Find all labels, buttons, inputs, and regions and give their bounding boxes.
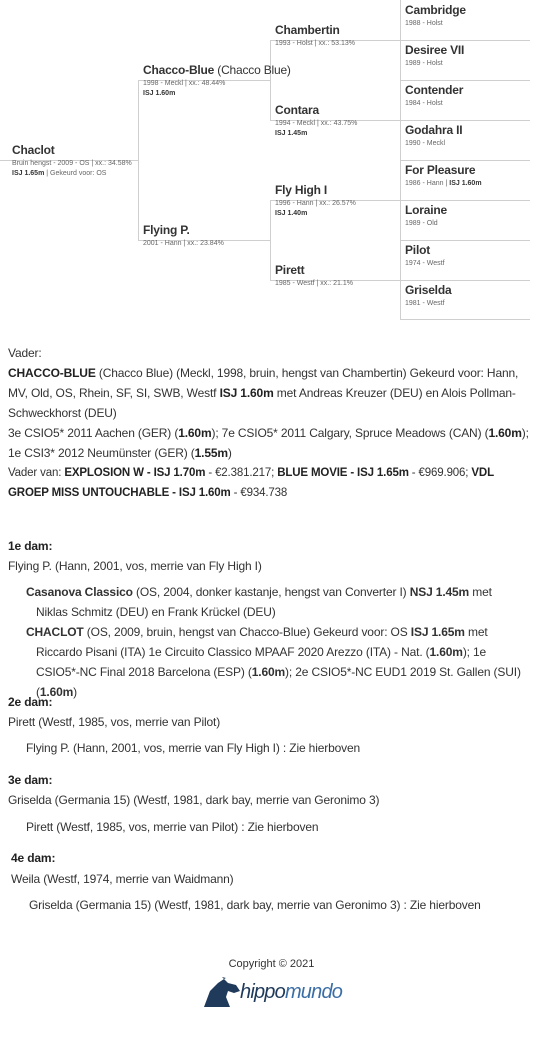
result-text: ); 1e CSI3* 2012 Neumünster (GER) (: [8, 426, 529, 460]
dam1-offspring-1: [26, 582, 516, 622]
dam4-description: Weila (Westf, 1974, merrie van Waidmann): [11, 872, 234, 886]
sire-name[interactable]: CHACCO-BLUE: [8, 366, 96, 380]
pedigree-g3-2[interactable]: [405, 43, 464, 69]
offspring-name[interactable]: CHACLOT: [26, 625, 84, 639]
horse-isj: ISJ 1.45m: [275, 130, 308, 137]
sire-desc-text: (Chacco Blue) (Meckl, 1998, bruin, hengst van Chambertin) Gekeurd voor: Hann, MV, Old, OS, Rhein, SF, SI, SWB, Westf: [8, 366, 519, 400]
hippomundo-logo[interactable]: [200, 975, 350, 1009]
offspring-desc: (OS, 2004, donker kastanje, hengst van Converter I): [132, 585, 410, 599]
horse-name[interactable]: Fly High I: [275, 183, 328, 197]
horse-name[interactable]: Godahra II: [405, 123, 463, 137]
horse-info: 1994 - Meckl | xx.: 43.75%: [275, 120, 358, 127]
pedigree-g3-6[interactable]: [405, 203, 447, 229]
connector: [400, 319, 530, 320]
horse-name[interactable]: For Pleasure: [405, 163, 476, 177]
logo-wordmark: [240, 981, 342, 1004]
pedigree-g3-5[interactable]: [405, 163, 482, 189]
result-height: 1.55m: [194, 446, 228, 460]
pedigree-sire-dam[interactable]: [275, 103, 357, 139]
pedigree-g3-3[interactable]: [405, 83, 463, 109]
sire-offspring: [8, 463, 533, 503]
horse-isj: ISJ 1.40m: [275, 210, 308, 217]
horse-name[interactable]: Cambridge: [405, 3, 466, 17]
horse-name[interactable]: Chambertin: [275, 23, 340, 37]
dam1-offspring-2: [26, 622, 526, 702]
result-height: 1.60m: [39, 685, 74, 699]
horse-info: 1981 - Westf: [405, 300, 445, 307]
result-text: ): [227, 446, 232, 460]
offspring-results: ); 2e CSIO5*-NC EUD1 2019 St. Gallen (SUI) (: [36, 665, 521, 699]
connector: [400, 80, 530, 81]
pedigree-g3-1[interactable]: [405, 3, 466, 29]
dam3-heading: 3e dam:: [8, 773, 53, 787]
horse-info: 1993 - Holst | xx.: 53.13%: [275, 40, 356, 47]
sire-results: [8, 423, 533, 463]
offspring-label: Vader van:: [8, 467, 65, 479]
horse-isj: ISJ 1.60m: [449, 180, 482, 187]
pedigree-sire[interactable]: [143, 63, 291, 99]
offspring-prize: - €934.738: [230, 487, 288, 499]
dam2-heading: 2e dam:: [8, 695, 53, 709]
horse-name[interactable]: Loraine: [405, 203, 447, 217]
result-height: 1.60m: [178, 426, 212, 440]
pedigree-dam-sire[interactable]: [275, 183, 356, 219]
horse-name[interactable]: [143, 63, 291, 77]
pedigree-g3-8[interactable]: [405, 283, 451, 309]
pedigree-g3-4[interactable]: [405, 123, 462, 149]
horse-info: 1998 - Meckl | xx.: 48.44%: [143, 80, 226, 87]
sire-description: [8, 363, 533, 423]
dam2-offspring: Flying P. (Hann, 2001, vos, merrie van Fly High I) : Zie hierboven: [26, 741, 361, 755]
sire-label: Vader:: [8, 346, 42, 360]
logo-part: hippo: [240, 981, 285, 1003]
dam4-offspring: Griselda (Germania 15) (Westf, 1981, dark bay, merrie van Geronimo 3) : Zie hierboven: [29, 898, 481, 912]
horse-info: 1988 - Holst: [405, 20, 443, 27]
horse-name[interactable]: Chaclot: [12, 143, 55, 157]
result-height: 1.60m: [429, 645, 463, 659]
connector: [400, 280, 530, 281]
dam2-description: Pirett (Westf, 1985, vos, merrie van Pilot): [8, 715, 221, 729]
offspring-isj: ISJ 1.65m: [410, 625, 465, 639]
sire-isj: ISJ 1.60m: [219, 386, 274, 400]
dam4-heading: 4e dam:: [11, 851, 56, 865]
dam1-heading: 1e dam:: [8, 539, 53, 553]
sire-name[interactable]: Chacco-Blue: [143, 63, 215, 77]
offspring-prize: - €2.381.217;: [205, 467, 278, 479]
offspring-entry: [26, 582, 516, 622]
horse-name[interactable]: Contara: [275, 103, 319, 117]
horse-name[interactable]: Contender: [405, 83, 464, 97]
offspring-name[interactable]: Casanova Classico: [26, 585, 133, 599]
offspring-results: met Riccardo Pisani (ITA) 1e Circuito Classico MPAAF 2020 Arezzo (ITA) - Nat. (: [36, 625, 488, 659]
offspring-prize: - €969.906;: [408, 467, 472, 479]
horse-info-text: 1986 - Hann |: [405, 180, 450, 187]
dam3-description: Griselda (Germania 15) (Westf, 1981, dark bay, merrie van Geronimo 3): [8, 793, 380, 807]
isj-height: ISJ 1.65m: [12, 170, 45, 177]
copyright: Copyright © 2021: [228, 958, 315, 970]
offspring-results: ): [73, 685, 77, 699]
dam3-offspring: Pirett (Westf, 1985, vos, merrie van Pilot) : Zie hierboven: [26, 820, 319, 834]
horse-isj: ISJ 1.60m: [143, 90, 176, 97]
connector: [400, 40, 530, 41]
pedigree-sire-sire[interactable]: [275, 23, 355, 49]
horse-info: 1990 - Meckl: [405, 140, 446, 147]
offspring-link[interactable]: BLUE MOVIE - ISJ 1.65m: [277, 467, 409, 479]
pedigree-subject[interactable]: [12, 143, 132, 179]
offspring-link[interactable]: VDL GROEP MISS UNTOUCHABLE - ISJ 1.60m: [8, 467, 494, 499]
result-text: 3e CSIO5* 2011 Aachen (GER) (: [8, 426, 179, 440]
pedigree-dam-dam[interactable]: [275, 263, 353, 289]
connector: [400, 200, 530, 201]
result-height: 1.60m: [251, 665, 286, 679]
horse-info: 1974 - Westf: [405, 260, 445, 267]
horse-info: 1985 - Westf | xx.: 21.1%: [275, 280, 353, 287]
pedigree-g3-7[interactable]: [405, 243, 445, 269]
horse-name[interactable]: Desiree VII: [405, 43, 465, 57]
result-height: 1.60m: [488, 426, 522, 440]
horse-info: [405, 179, 482, 189]
horse-name[interactable]: Griselda: [405, 283, 452, 297]
pedigree-dam[interactable]: [143, 223, 224, 249]
connector: [400, 120, 530, 121]
connector: [270, 200, 271, 280]
result-text: ); 7e CSIO5* 2011 Calgary, Spruce Meadows (CAN) (: [211, 426, 489, 440]
offspring-link[interactable]: EXPLOSION W - ISJ 1.70m: [64, 467, 206, 479]
connector: [138, 80, 139, 240]
offspring-results: ); 1e CSIO5*-NC Final 2018 Barcelona (ESP) (: [36, 645, 487, 679]
offspring-desc: (OS, 2009, bruin, hengst van Chacco-Blue) Gekeurd voor: OS: [83, 625, 411, 639]
horse-info: 1996 - Hann | xx.: 26.57%: [275, 200, 356, 207]
approved-for: | Gekeurd voor: OS: [44, 170, 107, 177]
sire-riders: met Andreas Kreuzer (DEU) en Alois Pollman-Schweckhorst (DEU): [8, 386, 516, 420]
offspring-entry: [26, 622, 526, 702]
horse-info: 1989 - Holst: [405, 60, 443, 67]
horse-info: 1984 - Holst: [405, 100, 443, 107]
horse-name[interactable]: Flying P.: [143, 223, 190, 237]
sire-section: [8, 343, 533, 503]
logo-part: mundo: [284, 981, 343, 1003]
horse-info: 2001 - Hann | xx.: 23.84%: [143, 240, 224, 247]
offspring-riders: met Niklas Schmitz (DEU) en Frank Krückel (DEU): [36, 585, 492, 619]
connector: [400, 160, 530, 161]
footer: [0, 958, 543, 970]
offspring-isj: NSJ 1.45m: [409, 585, 470, 599]
sire-alt-name: (Chacco Blue): [214, 63, 291, 77]
horse-name[interactable]: Pirett: [275, 263, 305, 277]
pedigree-chart: [0, 0, 543, 320]
horse-name[interactable]: Pilot: [405, 243, 430, 257]
horse-head-icon: [200, 977, 242, 1009]
dam1-description: Flying P. (Hann, 2001, vos, merrie van Fly High I): [8, 559, 262, 573]
connector: [400, 240, 530, 241]
horse-isj: [12, 169, 132, 179]
horse-info: 1989 - Old: [405, 220, 438, 227]
horse-info: Bruin hengst - 2009 - OS | xx.: 34.58%: [12, 160, 132, 167]
